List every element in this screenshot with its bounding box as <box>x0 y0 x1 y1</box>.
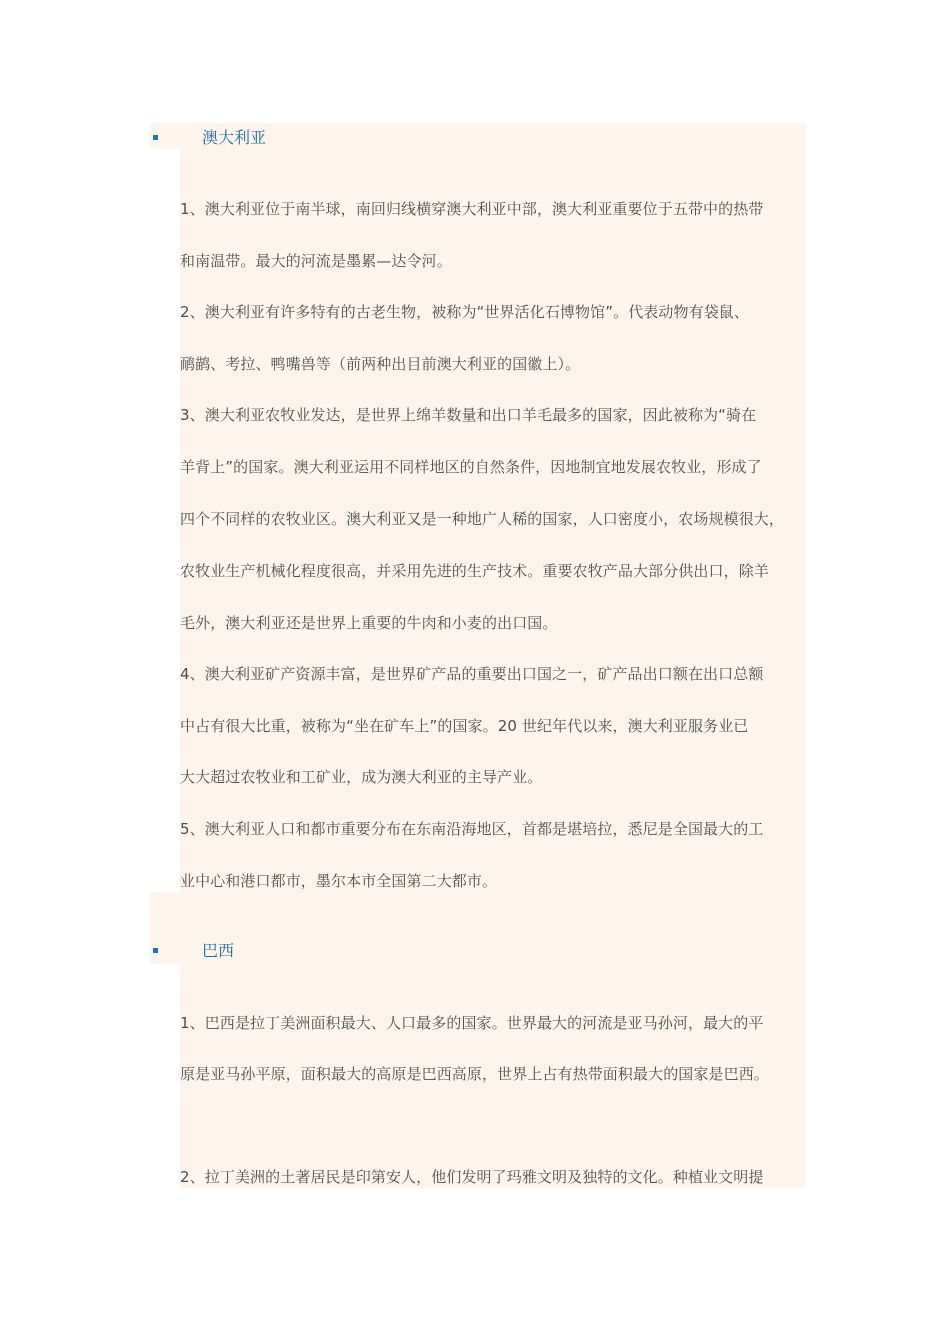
paragraph-line: 羊背上”的国家。澳大利亚运用不同样地区的自然条件，因地制宜地发展农牧业，形成了 <box>180 458 762 476</box>
bullet-icon <box>153 135 158 140</box>
paragraph-line: 中占有很大比重，被称为“坐在矿车上”的国家。20 世纪年代以来，澳大利亚服务业已 <box>180 717 749 735</box>
paragraph-line: 业中心和港口都市，墨尔本市全国第二大都市。 <box>180 872 498 890</box>
paragraph-line: 2、澳大利亚有许多特有的古老生物，被称为“世界活化石博物馆”。代表动物有袋鼠、 <box>180 303 749 321</box>
paragraph-line: 毛外，澳大利亚还是世界上重要的牛肉和小麦的出口国。 <box>180 614 558 632</box>
paragraph-line: 原是亚马孙平原，面积最大的高原是巴西高原，世界上占有热带面积最大的国家是巴西。 <box>180 1065 769 1083</box>
section-heading-brazil: 巴西 <box>202 941 235 960</box>
paragraph-line: 鸸鹋、考拉、鸭嘴兽等（前两种出目前澳大利亚的国徽上）。 <box>180 355 581 373</box>
paragraph-line: 农牧业生产机械化程度很高，并采用先进的生产技术。重要农牧产品大部分供出口，除羊 <box>180 562 769 580</box>
paragraph-line: 5、澳大利亚人口和都市重要分布在东南沿海地区，首都是堪培拉，悉尼是全国最大的工 <box>180 820 764 838</box>
paragraph-line: 四个不同样的农牧业区。澳大利亚又是一种地广人稀的国家，人口密度小，农场规模很大， <box>180 510 785 528</box>
section-heading-australia: 澳大利亚 <box>202 128 267 147</box>
paragraph-line: 2、拉丁美洲的土著居民是印第安人，他们发明了玛雅文明及独特的文化。种植业文明提 <box>180 1168 764 1186</box>
paragraph-line: 1、澳大利亚位于南半球，南回归线横穿澳大利亚中部，澳大利亚重要位于五带中的热带 <box>180 200 764 218</box>
paragraph-line: 3、澳大利亚农牧业发达，是世界上绵羊数量和出口羊毛最多的国家，因此被称为“骑在 <box>180 406 757 424</box>
paragraph-line: 和南温带。最大的河流是墨累—达令河。 <box>180 252 452 270</box>
paragraph-line: 4、澳大利亚矿产资源丰富，是世界矿产品的重要出口国之一，矿产品出口额在出口总额 <box>180 665 764 683</box>
bullet-icon <box>153 948 158 953</box>
heading-background-brazil <box>150 892 806 964</box>
paragraph-line: 1、巴西是拉丁美洲面积最大、人口最多的国家。世界最大的河流是亚马孙河，最大的平 <box>180 1014 764 1032</box>
paragraph-line: 大大超过农牧业和工矿业，成为澳大利亚的主导产业。 <box>180 768 543 786</box>
